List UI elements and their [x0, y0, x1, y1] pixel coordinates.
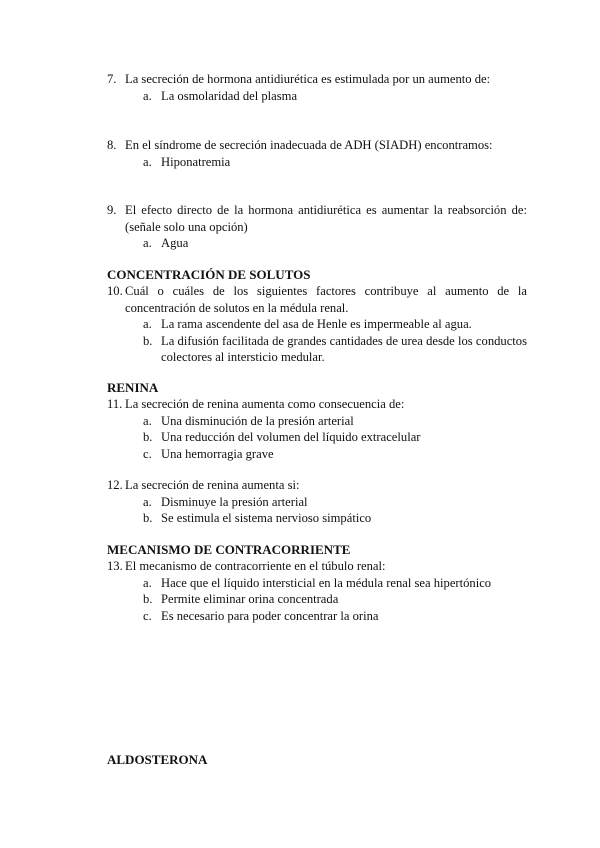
option-letter: b.: [143, 511, 153, 525]
question-text: [107, 477, 527, 494]
question-number: 9.: [107, 203, 117, 217]
question-body: La secreción de renina aumenta como consecuencia de:: [125, 397, 405, 411]
question-body: La secreción de hormona antidiurética es estimulada por un aumento de:: [125, 72, 491, 86]
option-letter: a.: [143, 317, 152, 331]
option-letter: b.: [143, 430, 153, 444]
question-number: 8.: [107, 138, 117, 152]
option-text: Una hemorragia grave: [161, 446, 274, 461]
question-12: [107, 477, 527, 527]
question-13: [107, 558, 527, 624]
option-text: Una reducción del volumen del líquido extracelular: [161, 430, 421, 444]
question-11: [107, 396, 527, 462]
option-text: La difusión facilitada de grandes cantidades de urea desde los conductos colectores al intersticio medular.: [161, 333, 527, 364]
option-text: La rama ascendente del asa de Henle es impermeable al agua.: [161, 317, 472, 331]
question-text: [107, 137, 527, 154]
question-number: 12.: [107, 478, 123, 492]
option: [107, 591, 527, 608]
question-text: [107, 202, 527, 235]
option: [107, 413, 527, 430]
option-letter: c.: [143, 608, 152, 623]
question-text: [107, 396, 527, 413]
question-text: [107, 558, 527, 575]
question-number: 13.: [107, 559, 123, 573]
option-text: Una disminución de la presión arterial: [161, 413, 354, 428]
option: [107, 429, 527, 446]
question-body: La secreción de renina aumenta si:: [125, 478, 300, 492]
section-heading-contracorriente: MECANISMO DE CONTRACORRIENTE: [107, 542, 351, 557]
question-7: [107, 71, 527, 104]
question-body: En el síndrome de secreción inadecuada de ADH (SIADH) encontramos:: [125, 138, 493, 152]
option: [107, 333, 527, 366]
question-9: [107, 202, 527, 252]
option-text: Hiponatremia: [161, 154, 231, 169]
option-letter: a.: [143, 154, 152, 169]
option-letter: b.: [143, 592, 153, 606]
question-10: [107, 283, 527, 366]
question-number: 7.: [107, 72, 117, 86]
question-body: El mecanismo de contracorriente en el túbulo renal:: [125, 559, 386, 573]
question-body: El efecto directo de la hormona antidiurética es aumentar la reabsorción de: (señale solo una opción): [125, 203, 527, 234]
option: [107, 316, 527, 333]
question-text: [107, 71, 527, 88]
section-heading-concentracion: CONCENTRACIÓN DE SOLUTOS: [107, 267, 311, 282]
option-letter: b.: [143, 333, 153, 348]
option-letter: a.: [143, 88, 152, 103]
question-8: [107, 137, 527, 170]
option-letter: a.: [143, 236, 152, 250]
question-number: 11.: [107, 397, 123, 411]
option-letter: a.: [143, 575, 152, 590]
option-letter: c.: [143, 446, 152, 461]
section-heading-aldosterona: ALDOSTERONA: [107, 752, 208, 767]
option: [107, 494, 527, 511]
option: [107, 575, 527, 592]
option: [107, 154, 527, 171]
question-number: 10.: [107, 284, 123, 298]
option-text: Agua: [161, 236, 189, 250]
question-text: [107, 283, 527, 316]
option-letter: a.: [143, 413, 152, 428]
section-heading-renina: RENINA: [107, 380, 159, 395]
option: [107, 235, 527, 252]
option-text: Hace que el líquido intersticial en la médula renal sea hipertónico: [161, 575, 492, 590]
option-letter: a.: [143, 494, 152, 509]
option-text: Disminuye la presión arterial: [161, 494, 308, 509]
option: [107, 608, 527, 625]
option-text: Permite eliminar orina concentrada: [161, 592, 339, 606]
option-text: Se estimula el sistema nervioso simpático: [161, 511, 372, 525]
option-text: La osmolaridad del plasma: [161, 88, 298, 103]
option: [107, 446, 527, 463]
option: [107, 88, 527, 105]
question-body: Cuál o cuáles de los siguientes factores contribuye al aumento de la concentración de solutos en la médula renal.: [125, 284, 527, 315]
option-text: Es necesario para poder concentrar la orina: [161, 608, 379, 623]
option: [107, 510, 527, 527]
